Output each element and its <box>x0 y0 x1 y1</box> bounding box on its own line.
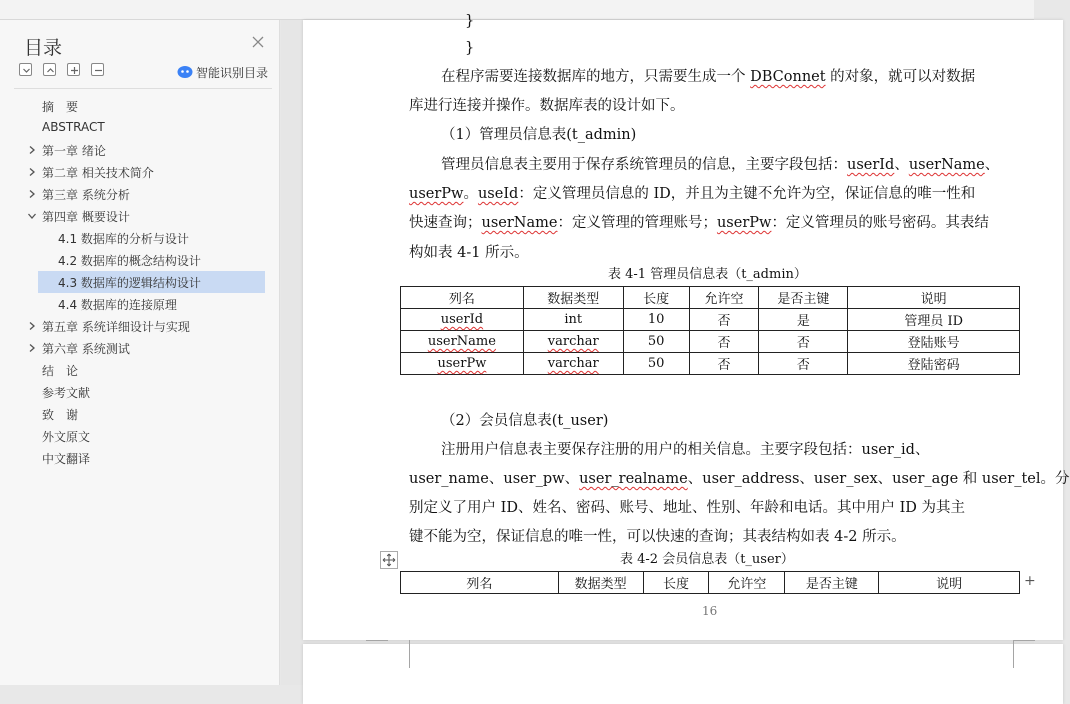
toc-item[interactable] <box>14 293 272 315</box>
table-cell[interactable]: 登陆密码 <box>848 353 1020 375</box>
admin-table[interactable] <box>400 286 1020 375</box>
toc-item[interactable] <box>14 95 272 117</box>
smart-recognition-icon <box>177 65 193 79</box>
table-move-handle-icon[interactable] <box>380 551 398 569</box>
toc-title: 目录 <box>24 37 63 59</box>
paragraph-line: 快速查询；userName：定义管理的管理账号；userPw：定义管理员的账号密码。其表结 <box>409 215 989 231</box>
paragraph-line: 键不能为空，保证信息的唯一性，可以快速的查询；其表结构如表 4-2 所示。 <box>409 529 906 545</box>
table-cell[interactable]: int <box>523 309 623 331</box>
ribbon-toolbar <box>0 0 1034 20</box>
toc-item[interactable] <box>38 271 265 293</box>
table-cell[interactable]: 否 <box>759 353 848 375</box>
plus-icon[interactable] <box>67 63 80 76</box>
toc-item[interactable] <box>14 139 272 161</box>
table-cell[interactable]: 50 <box>623 353 689 375</box>
toc-item[interactable] <box>14 425 272 447</box>
table-cell[interactable]: 管理员 ID <box>848 309 1020 331</box>
table-cell[interactable]: varchar <box>523 353 623 375</box>
paragraph-line: 注册用户信息表主要保存注册的用户的相关信息。主要字段包括：user_id、 <box>441 442 930 458</box>
table-cell[interactable]: 说明 <box>848 287 1020 309</box>
chevron-right-icon[interactable] <box>26 188 38 200</box>
paragraph-line: 在程序需要连接数据库的地方，只需要生成一个 DBConnet 的对象，就可以对数据 <box>441 69 976 85</box>
chevron-right-icon[interactable] <box>26 144 38 156</box>
table-cell[interactable]: 允许空 <box>689 287 759 309</box>
toc-item[interactable] <box>14 359 272 381</box>
toc-item-label: ABSTRACT <box>42 120 105 134</box>
paragraph-line: 管理员信息表主要用于保存系统管理员的信息，主要字段包括：userId、userName、 <box>441 157 1000 173</box>
table-row <box>401 353 1020 375</box>
crop-mark <box>1013 640 1035 662</box>
document-page <box>303 13 1070 640</box>
section-heading: （2）会员信息表(t_user) <box>441 413 609 429</box>
add-column-icon[interactable]: + <box>1024 573 1036 589</box>
user-table[interactable] <box>400 571 1020 594</box>
smart-toc-button[interactable] <box>177 63 268 81</box>
toc-item[interactable] <box>14 403 272 425</box>
table-cell[interactable]: userId <box>401 309 524 331</box>
table-cell[interactable]: 数据类型 <box>558 572 643 594</box>
section-heading: （1）管理员信息表(t_admin) <box>441 127 637 143</box>
toc-item-label: 第三章 系统分析 <box>42 188 130 202</box>
code-brace: } <box>465 40 475 56</box>
toc-item-label: 第六章 系统测试 <box>42 342 130 356</box>
table-cell[interactable]: 否 <box>689 331 759 353</box>
table-cell[interactable]: 是 <box>759 309 848 331</box>
toc-item-label: 外文原文 <box>42 430 91 444</box>
crop-mark <box>388 640 410 668</box>
paragraph-line: 构如表 4-1 所示。 <box>409 245 529 261</box>
minus-icon[interactable] <box>91 63 104 76</box>
toc-item[interactable] <box>14 117 272 139</box>
table-cell[interactable]: 列名 <box>401 287 524 309</box>
table-header-row <box>401 572 1020 594</box>
table-caption: 表 4-2 会员信息表（t_user） <box>620 552 794 567</box>
toc-item-label: 摘 要 <box>42 100 79 114</box>
table-cell[interactable]: userPw <box>401 353 524 375</box>
document-area[interactable] <box>281 13 1070 685</box>
table-cell[interactable]: userName <box>401 331 524 353</box>
table-cell[interactable]: 长度 <box>623 287 689 309</box>
toc-item[interactable] <box>14 161 272 183</box>
table-cell[interactable]: 允许空 <box>709 572 785 594</box>
toc-item-label: 4.3 数据库的逻辑结构设计 <box>58 276 201 290</box>
crop-mark <box>366 640 388 662</box>
toc-item[interactable] <box>14 447 272 469</box>
toc-item-label: 结 论 <box>42 364 79 378</box>
code-brace: } <box>465 13 475 29</box>
toc-item-label: 第四章 概要设计 <box>42 210 130 224</box>
toc-item[interactable] <box>14 315 272 337</box>
chevron-right-icon[interactable] <box>26 320 38 332</box>
toc-item-label: 致 谢 <box>42 408 79 422</box>
paragraph-line: 别定义了用户 ID、姓名、密码、账号、地址、性别、年龄和电话。其中用户 ID 为其主 <box>409 500 966 516</box>
table-cell[interactable]: 登陆账号 <box>848 331 1020 353</box>
toc-item[interactable] <box>14 227 272 249</box>
table-cell[interactable]: 50 <box>623 331 689 353</box>
chevron-down-icon[interactable] <box>26 210 38 222</box>
table-header-row <box>401 287 1020 309</box>
paragraph-line: userPw。useId：定义管理员信息的 ID，并且为主键不允许为空，保证信息的唯一性和 <box>409 186 976 202</box>
table-row <box>401 309 1020 331</box>
toc-item[interactable] <box>14 381 272 403</box>
next-page <box>303 644 1063 704</box>
table-row <box>401 331 1020 353</box>
toc-item-label: 4.4 数据库的连接原理 <box>58 298 177 312</box>
toc-item-label: 第五章 系统详细设计与实现 <box>42 320 190 334</box>
toc-item-label: 第一章 绪论 <box>42 144 106 158</box>
toc-item[interactable] <box>14 249 272 271</box>
smart-toc-label: 智能识别目录 <box>196 65 269 80</box>
toc-navigation-pane <box>0 20 280 685</box>
table-cell[interactable]: 否 <box>689 353 759 375</box>
toc-item-label: 第二章 相关技术简介 <box>42 166 154 180</box>
toc-item-label: 参考文献 <box>42 386 91 400</box>
table-cell[interactable]: 否 <box>689 309 759 331</box>
toc-item[interactable] <box>14 183 272 205</box>
close-icon[interactable] <box>250 34 266 50</box>
page-number: 16 <box>702 604 718 618</box>
table-cell[interactable]: varchar <box>523 331 623 353</box>
paragraph-line: 库进行连接并操作。数据库表的设计如下。 <box>409 98 685 114</box>
table-cell[interactable]: 否 <box>759 331 848 353</box>
toc-item[interactable] <box>14 337 272 359</box>
collapse-up-icon[interactable] <box>43 63 56 76</box>
expand-down-icon[interactable] <box>19 63 32 76</box>
table-cell[interactable]: 10 <box>623 309 689 331</box>
toc-item[interactable] <box>14 205 272 227</box>
table-cell[interactable]: 说明 <box>879 572 1020 594</box>
divider <box>14 88 272 89</box>
table-cell[interactable]: 是否主键 <box>785 572 879 594</box>
chevron-right-icon[interactable] <box>26 342 38 354</box>
toc-item-label: 4.1 数据库的分析与设计 <box>58 232 189 246</box>
toc-item-label: 中文翻译 <box>42 452 91 466</box>
table-cell[interactable]: 是否主键 <box>759 287 848 309</box>
table-cell[interactable]: 长度 <box>643 572 709 594</box>
table-cell[interactable]: 列名 <box>401 572 559 594</box>
toc-item-label: 4.2 数据库的概念结构设计 <box>58 254 201 268</box>
table-cell[interactable]: 数据类型 <box>523 287 623 309</box>
chevron-right-icon[interactable] <box>26 166 38 178</box>
table-caption: 表 4-1 管理员信息表（t_admin） <box>608 267 807 282</box>
paragraph-line: user_name、user_pw、user_realname、user_address、user_sex、user_age 和 user_tel。分 <box>409 471 1070 487</box>
